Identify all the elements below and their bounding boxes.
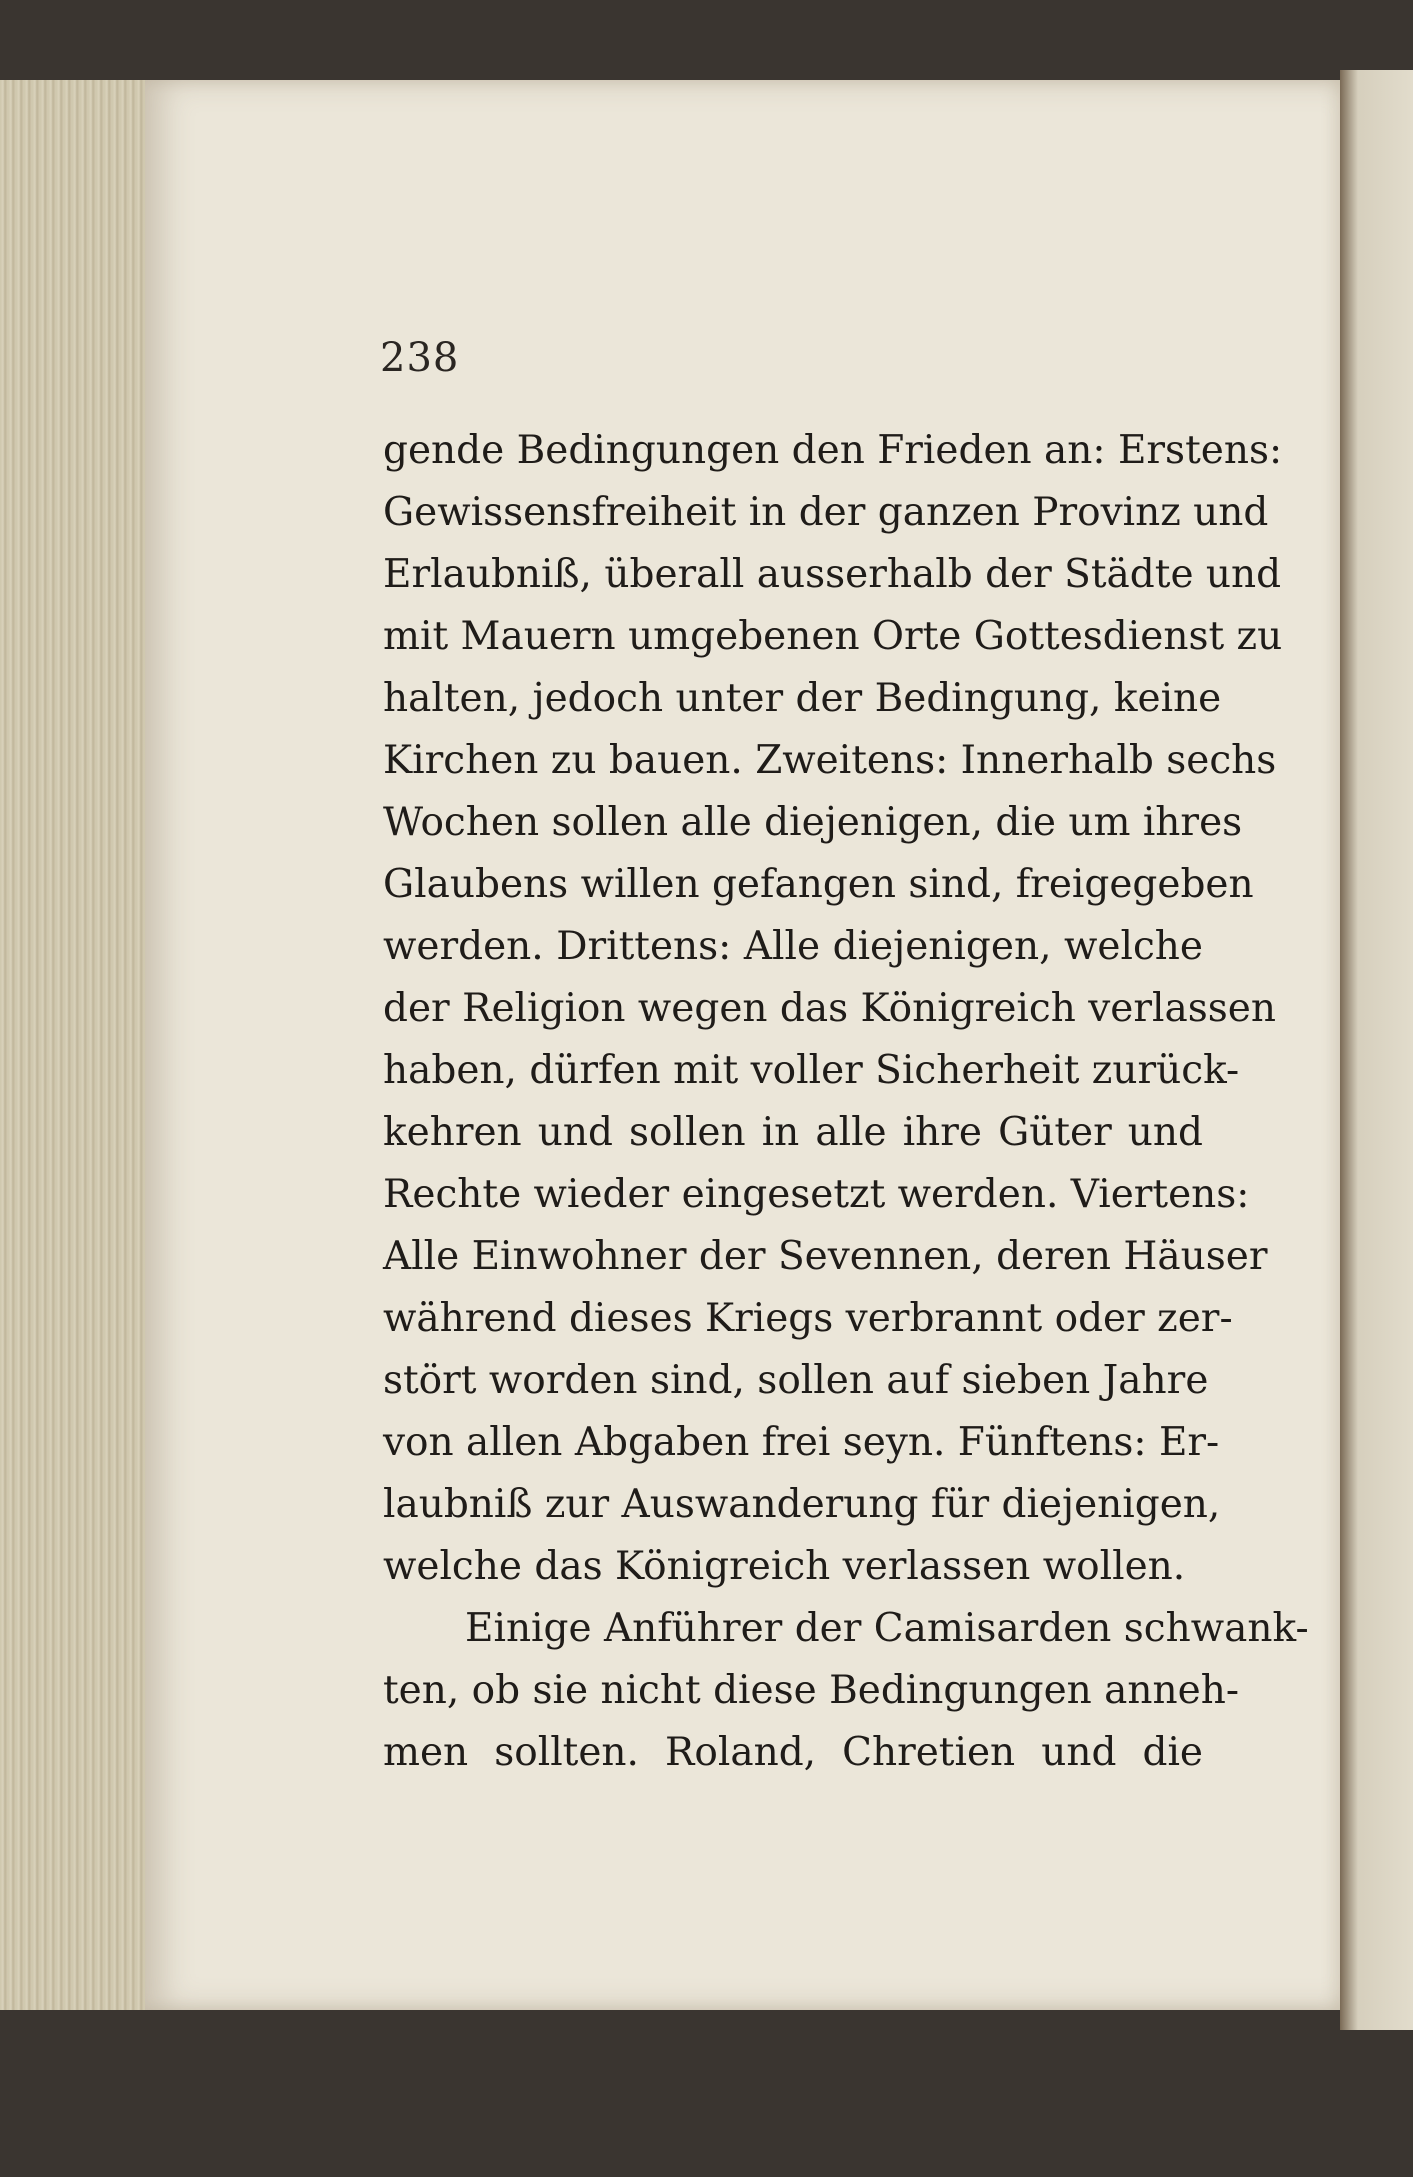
text-line: Gewissensfreiheit in der ganzen Provinz und <box>383 490 1269 535</box>
text-line: mit Mauern umgebenen Orte Gottesdienst zu <box>383 614 1283 659</box>
text-line: Erlaubniß, überall ausserhalb der Städte und <box>383 552 1282 597</box>
body-text <box>383 420 1309 1784</box>
text-line: Alle Einwohner der Sevennen, deren Häuser <box>383 1234 1268 1279</box>
text-line: Kirchen zu bauen. Zweitens: Innerhalb sechs <box>383 738 1277 783</box>
text-line: haben, dürfen mit voller Sicherheit zurück- <box>383 1048 1240 1093</box>
facing-page-edge <box>1340 70 1413 2030</box>
page-number: 238 <box>380 335 460 381</box>
text-line: Wochen sollen alle diejenigen, die um ihres <box>383 800 1243 845</box>
text-line: von allen Abgaben frei seyn. Fünftens: Er- <box>383 1420 1220 1465</box>
text-line: Einige Anführer der Camisarden schwank- <box>465 1606 1309 1651</box>
text-line: Glaubens willen gefangen sind, freigegeben <box>383 862 1254 907</box>
text-line: men sollten. Roland, Chretien und die <box>383 1730 1203 1775</box>
text-line: kehren und sollen in alle ihre Güter und <box>383 1110 1203 1155</box>
text-line: Rechte wieder eingesetzt werden. Viertens: <box>383 1172 1250 1217</box>
paragraph-1 <box>383 420 1283 1598</box>
text-line: während dieses Kriegs verbrannt oder zer- <box>383 1296 1233 1341</box>
text-line: halten, jedoch unter der Bedingung, keine <box>383 676 1222 721</box>
text-line: ten, ob sie nicht diese Bedingungen anneh- <box>383 1668 1240 1713</box>
text-line: stört worden sind, sollen auf sieben Jahre <box>383 1358 1209 1403</box>
paragraph-2 <box>383 1598 1309 1784</box>
text-line: welche das Königreich verlassen wollen. <box>383 1544 1186 1589</box>
text-line: gende Bedingungen den Frieden an: Erstens: <box>383 428 1283 473</box>
text-line: werden. Drittens: Alle diejenigen, welche <box>383 924 1203 969</box>
page-edges <box>0 80 152 2010</box>
text-line: der Religion wegen das Königreich verlassen <box>383 986 1276 1031</box>
text-line: laubniß zur Auswanderung für diejenigen, <box>383 1482 1221 1527</box>
